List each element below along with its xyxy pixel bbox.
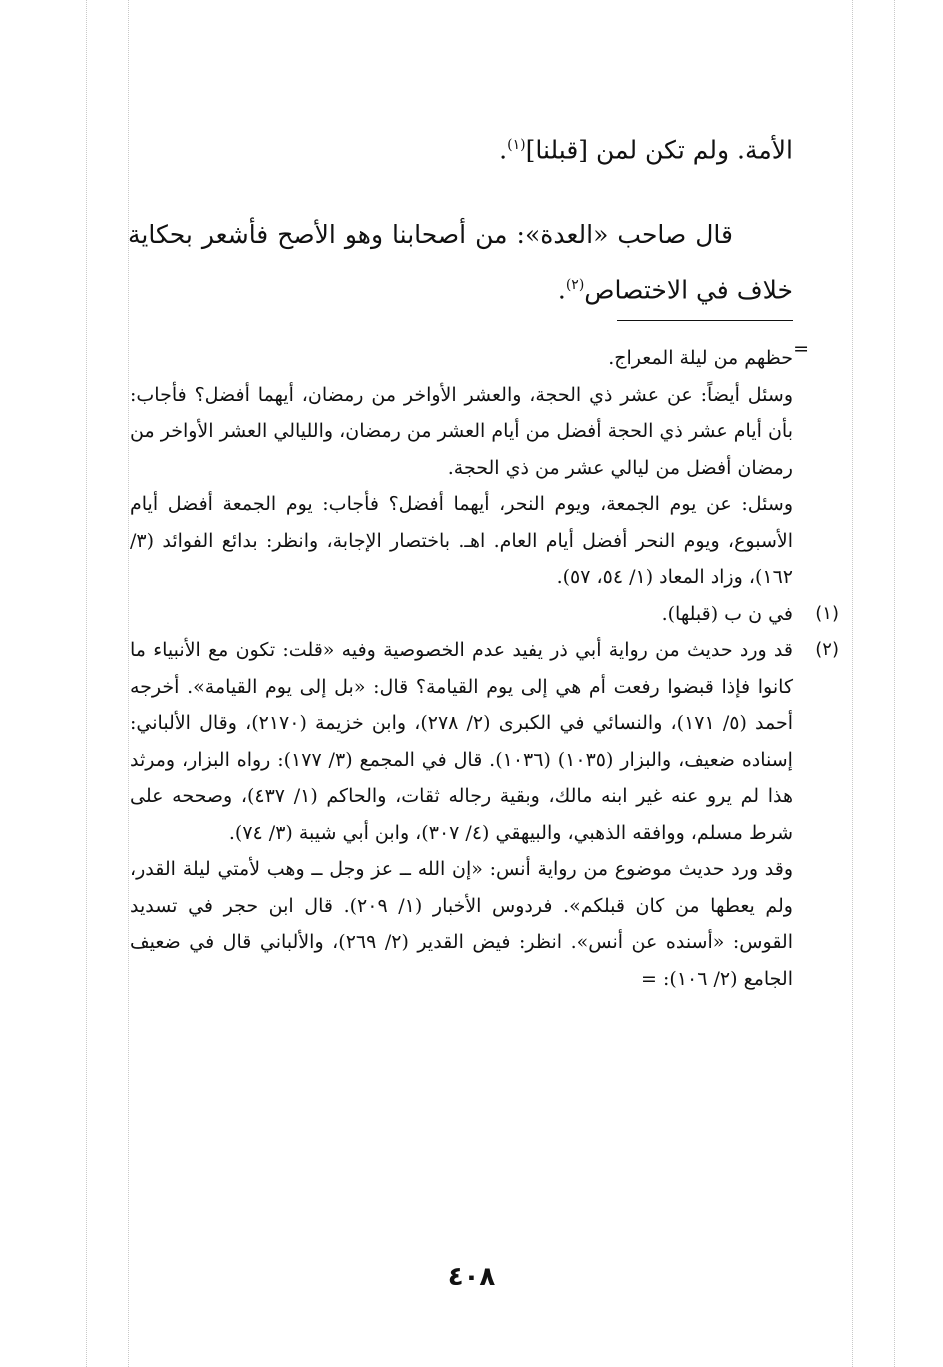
footnote-text: قد ورد حديث من رواية أبي ذر يفيد عدم الخصوصية وفيه «قلت: تكون مع الأنبياء ما كانوا فإذا قبضوا رفعت أم هي إلى يوم القيامة؟ قال: «بل إلى يوم القيامة». أخرجه أحمد (٥/ ١٧١)، والنسائي في الكبرى (٢/ ٢٧٨)، وابن خزيمة (٢١٧٠)، وقال الألباني: إسناده ضعيف، والبزار (١٠٣٥) (١٠٣٦). قال في المجمع (٣/ ١٧٧): رواه البزار، ومرثد هذا لم يرو عنه غير ابنه مالك، وبقية رجاله ثقات، والحاكم (١/ ٤٣٧)، وصححه على شرط مسلم، ووافقه الذهبي، والبيهقي (٤/ ٣٠٧)، وابن أبي شيبة (٣/ ٧٤). xyxy=(130,639,793,844)
continuation-mark: = xyxy=(641,967,657,990)
footnote-continued-text: وسئل أيضاً: عن عشر ذي الحجة، والعشر الأواخر من رمضان، أيهما أفضل؟ فأجاب: بأن أيام عشر ذي الحجة أفضل من أيام العشر من رمضان، والليالي العشر الأواخر من رمضان أفضل من ليالي عشر من ذي الحجة. xyxy=(130,383,793,479)
main-text: . xyxy=(499,135,508,165)
footnote-1 xyxy=(130,596,839,633)
scan-margin-line xyxy=(128,0,129,1367)
footnote-continued-text: حظهم من ليلة المعراج. xyxy=(608,347,793,369)
footnote-2 xyxy=(130,632,839,997)
main-text: . xyxy=(557,275,566,305)
main-text-paragraph-2 xyxy=(128,210,793,315)
footnote-ref[interactable]: (٢) xyxy=(565,277,585,293)
scan-margin-line xyxy=(86,0,87,1367)
footnote-text: في ن ب (قبلها). xyxy=(661,602,793,625)
main-text: الأمة. ولم تكن لمن [قبلنا] xyxy=(525,135,793,165)
scan-margin-line xyxy=(894,0,895,1367)
main-text: قال صاحب «العدة»: من أصحابنا وهو الأصح فأشعر بحكاية خلاف في الاختصاص xyxy=(128,220,793,305)
footnote-number: (١) xyxy=(815,602,839,624)
page-number: ٤٠٨ xyxy=(447,1262,496,1292)
footnotes-area xyxy=(130,340,839,997)
footnote-separator xyxy=(617,320,793,321)
footnote-continued-text: وسئل: عن يوم الجمعة، ويوم النحر، أيهما أفضل؟ فأجاب: يوم الجمعة أفضل أيام الأسبوع، ويوم النحر أفضل أيام العام. اهـ. باختصار الإجابة، وانظر: بدائع الفوائد (٣/ ١٦٢)، وزاد المعاد (١/ ٥٤، ٥٧). xyxy=(130,493,793,588)
footnote-ref[interactable]: (١) xyxy=(507,137,526,153)
main-text-line-1 xyxy=(128,128,793,167)
footnote-number: (٢) xyxy=(815,639,839,660)
footnote-text xyxy=(130,851,793,997)
footnote-text-run: وقد ورد حديث موضوع من رواية أنس: «إن الله ــ عز وجل ــ وهب لأمتي ليلة القدر، ولم يعطها من كان قبلكم». فردوس الأخبار (١/ ٢٠٩). قال ابن حجر في تسديد القوس: «أسنده عن أنس». انظر: فيض القدير (٢/ ٢٦٩)، والألباني قال في ضعيف الجامع (٢/ ١٠٦): xyxy=(130,858,793,990)
continuation-mark: = xyxy=(793,338,809,360)
scan-margin-line xyxy=(852,0,853,1367)
